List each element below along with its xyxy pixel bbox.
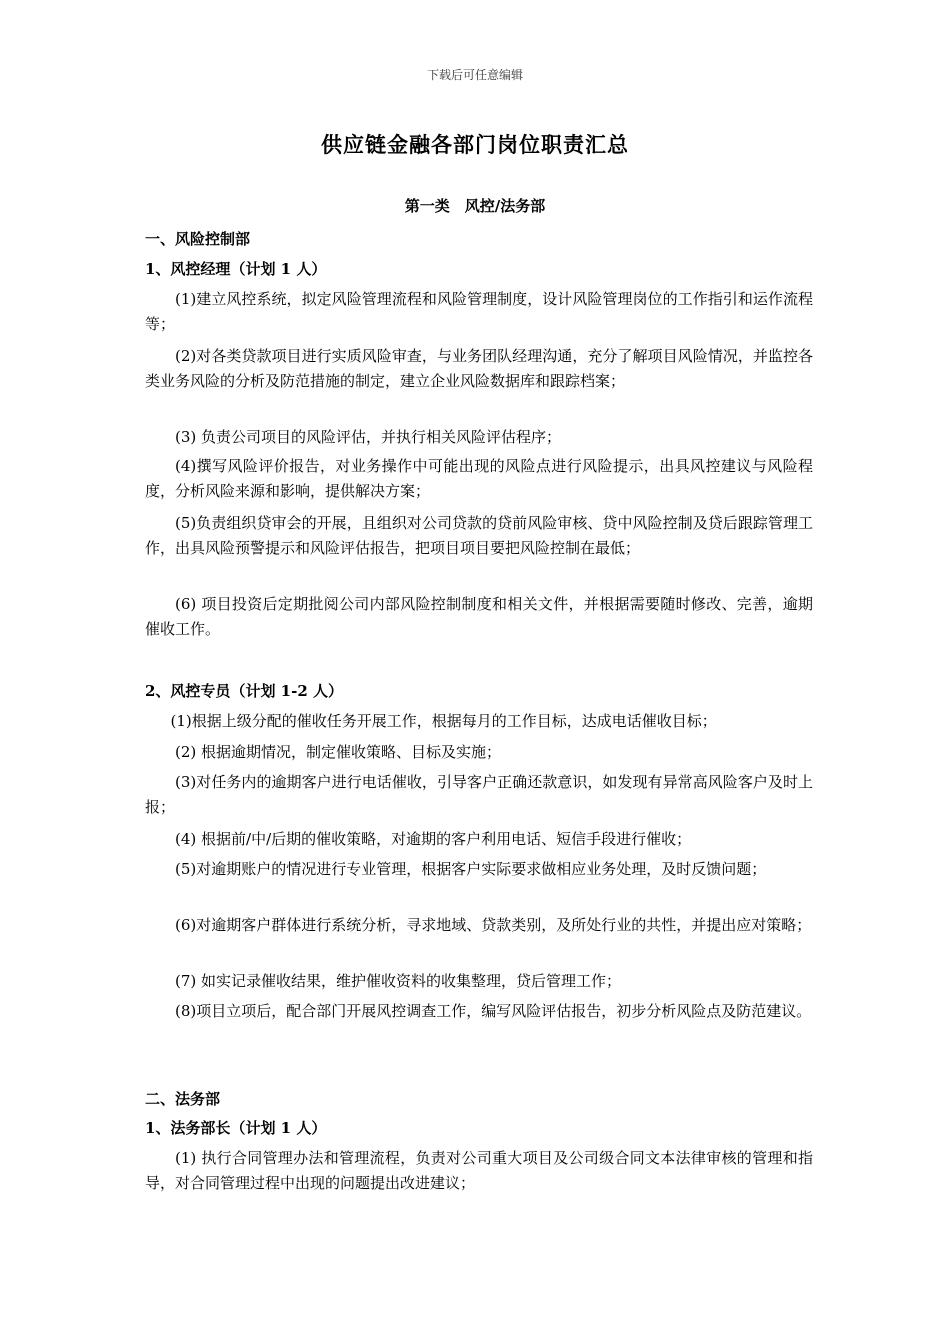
duty-paragraph: (3)对任务内的逾期客户进行电话催收，引导客户正确还款意识，如发现有异常高风险客户及时上报； — [145, 773, 813, 816]
duty-paragraph: (3) 负责公司项目的风险评估，并执行相关风险评估程序； — [175, 428, 562, 446]
duty-paragraph: (6) 项目投资后定期批阅公司内部风险控制制度和相关文件，并根据需要随时修改、完善，逾期催收工作。 — [145, 595, 813, 638]
duty-paragraph: (1) 执行合同管理办法和管理流程，负责对公司重大项目及公司级合同文本法律审核的管理和指导，对合同管理过程中出现的问题提出改进建议； — [145, 1149, 813, 1192]
duty-paragraph: (2)对各类贷款项目进行实质风险审查，与业务团队经理沟通，充分了解项目风险情况，并监控各类业务风险的分析及防范措施的制定，建立企业风险数据库和跟踪档案； — [145, 347, 813, 390]
duty-paragraph: (6)对逾期客户群体进行系统分析，寻求地域、贷款类别，及所处行业的共性，并提出应对策略； — [175, 916, 812, 934]
document-title: 供应链金融各部门岗位职责汇总 — [321, 132, 629, 157]
role-heading-risk-manager: 1、风控经理（计划 1 人） — [145, 260, 327, 278]
category-heading: 第一类 风控/法务部 — [404, 197, 546, 215]
duty-paragraph: (5)对逾期账户的情况进行专业管理，根据客户实际要求做相应业务处理，及时反馈问题； — [175, 860, 767, 878]
role-heading-risk-specialist: 2、风控专员（计划 1-2 人） — [145, 682, 343, 700]
duty-paragraph: (2) 根据逾期情况，制定催收策略、目标及实施； — [175, 743, 502, 761]
duty-paragraph: (7) 如实记录催收结果，维护催收资料的收集整理，贷后管理工作； — [175, 972, 622, 990]
section-heading-risk-control: 一、风险控制部 — [145, 230, 251, 248]
duty-paragraph: (5)负责组织贷审会的开展，且组织对公司贷款的贷前风险审核、贷中风险控制及贷后跟踪管理工作，出具风险预警提示和风险评估报告，把项目项目要把风险控制在最低； — [145, 514, 813, 557]
duty-paragraph: (8)项目立项后，配合部门开展风控调查工作，编写风险评估报告，初步分析风险点及防范建议。 — [175, 1002, 812, 1020]
duty-paragraph: (4) 根据前/中/后期的催收策略，对逾期的客户利用电话、短信手段进行催收； — [175, 830, 692, 848]
duty-paragraph: (1)建立风控系统，拟定风险管理流程和风险管理制度，设计风险管理岗位的工作指引和运作流程等； — [145, 290, 813, 333]
duty-paragraph: (4)撰写风险评价报告，对业务操作中可能出现的风险点进行风险提示，出具风控建议与风险程度，分析风险来源和影响，提供解决方案； — [145, 457, 813, 500]
section-heading-legal: 二、法务部 — [145, 1090, 221, 1108]
duty-paragraph: (1)根据上级分配的催收任务开展工作，根据每月的工作目标，达成电话催收目标； — [170, 712, 717, 730]
header-note: 下载后可任意编辑 — [426, 68, 523, 82]
role-heading-legal-head: 1、法务部长（计划 1 人） — [145, 1119, 327, 1137]
